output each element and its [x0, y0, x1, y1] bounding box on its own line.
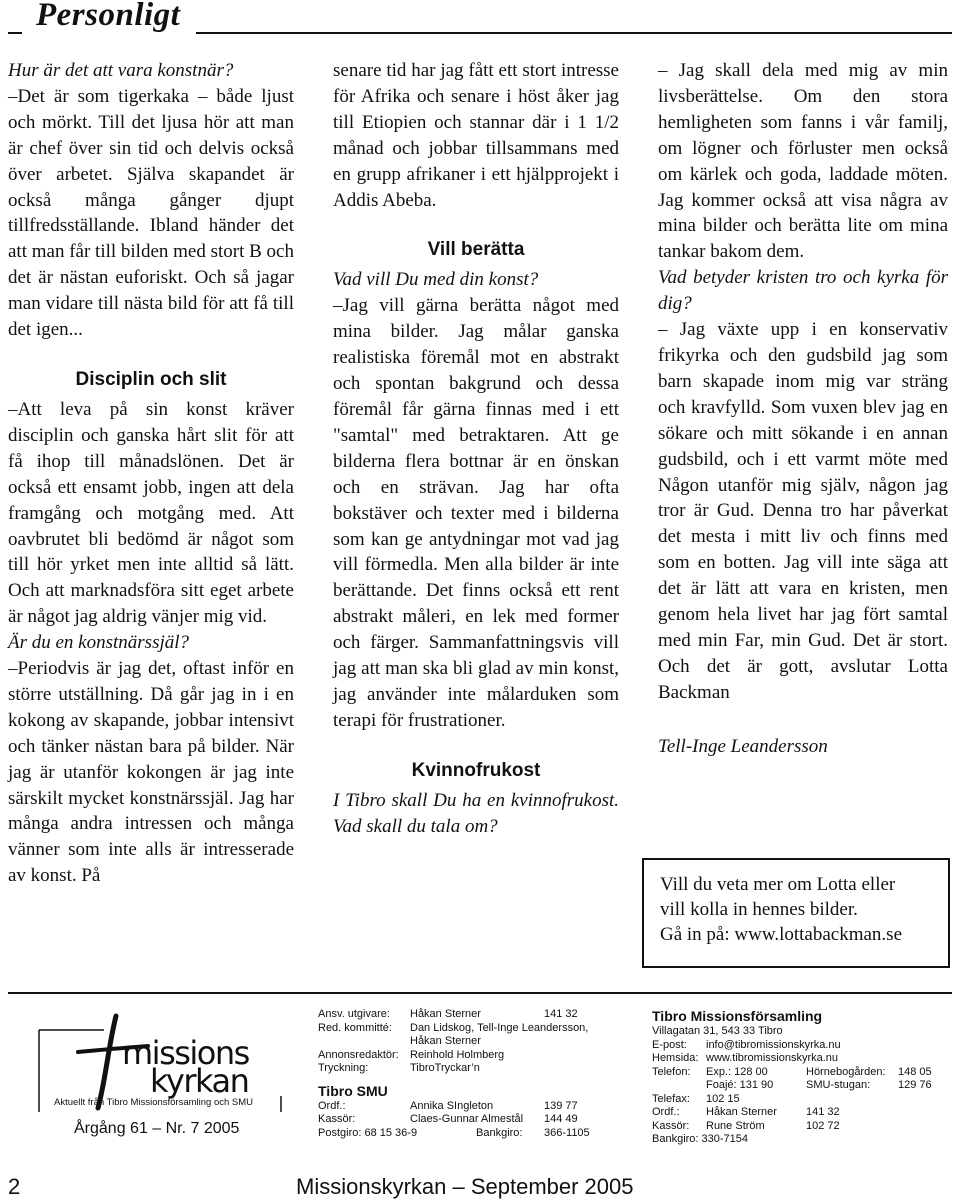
info-cell: Ansv. utgivare:: [318, 1008, 390, 1020]
publisher-info: [318, 1008, 614, 1140]
info-cell: Kassör:: [318, 1113, 356, 1125]
info-cell: 141 32: [544, 1008, 578, 1020]
publisher-rows: [318, 1008, 614, 1076]
answer: –Periodvis är jag det, oftast inför en större utställning. Då går jag in i en kokong av skapande, jobbar intensivt och tänker nästan bara på bilder. När jag är utanför kokongen är jag inte särskilt mycket konstnärssjäl. Jag har många andra intressen och många vänner som inte alls är intresserade av konst. På: [8, 658, 294, 887]
info-cell: TibroTryckar’n: [410, 1062, 480, 1074]
web-link[interactable]: www.tibromissionskyrka.nu: [706, 1052, 839, 1064]
section-title: Personligt: [36, 0, 181, 33]
subheading: Kvinnofrukost: [411, 759, 541, 781]
article-column-3: [658, 58, 948, 760]
info-cell: Tryckning:: [318, 1062, 369, 1074]
chair-row: Ordf.: Håkan Sterner 141 32: [652, 1106, 840, 1118]
phone-row-2: Foajé: 131 90 SMU-stugan: 129 76: [706, 1079, 932, 1091]
subheading: Disciplin och slit: [75, 368, 227, 390]
box-line-link: Gå in på: www.lottabackman.se: [660, 924, 902, 945]
question: Är du en konstnärssjäl?: [8, 632, 190, 654]
logo-text-missions: missions: [122, 1034, 249, 1072]
answer: –Jag vill gärna berätta något med mina bilder. Jag målar ganska realistiska föremål mot en abstrakt och spontan bakgrund och dessa föremål får gärna finnas med i ett "samtal" med betraktaren. Att ge bilderna flera bottnar är en önskan och en strävan. Jag har ofta bokstäver och texter med i bilderna som kan ge antydningar mot vad jag vill förmedla. Men alla bilder är inte berättande. Det finns också ett rent abstrakt måleri, en lek med former och färger. Sammanfattningsvis vill jag att man ska bli glad av min konst, jag använder inte målarduken som terapi för frustrationer.: [333, 295, 619, 731]
section-header: [8, 0, 952, 40]
masthead-rule: [8, 992, 952, 994]
answer: – Jag växte upp i en konservativ frikyrka och den gudsbild jag som barn skapade inom mig var sträng och kravfylld. Som vuxen blev jag en sökare och mitt sökande i en annan gudsbild, och i ett varmt möte med Någon utanför mig själv, någon jag tror är Gud. Denna tro har påverkat det mesta i mitt liv och finns med som en botten. Jag vill inte säga att det är lätt att vara en kristen, men genom hela livet har jag fört samtal med min Far, min Gud. Det är stort. Och det är gott, avslutar Lotta Backman: [658, 319, 948, 703]
info-row: [318, 1100, 614, 1114]
info-cell: Reinhold Holmberg: [410, 1048, 505, 1061]
info-cell: Claes-Gunnar Almestål: [410, 1113, 524, 1125]
phone-row: Telefon: Exp.: 128 00 Hörnebogården: 148 05: [652, 1065, 932, 1078]
logo-text-kyrkan: kyrkan: [150, 1062, 249, 1100]
email-row: E-post: info@tibromissionskyrka.nu: [652, 1038, 841, 1051]
answer: – Jag skall dela med mig av min livsberättelse. Om den stora hemligheten som fanns i vår familj, om lögner och förluster men också om kärlek och goda, laddade möten. Jag kommer också att visa några av mina bilder och berätta lite om mina tankar bakom dem.: [658, 60, 948, 263]
info-cell: Ordf.:: [318, 1099, 346, 1112]
info-row: [318, 1022, 614, 1036]
info-cell: Håkan Sterner: [410, 1008, 481, 1020]
info-box: [642, 858, 950, 968]
treasurer-row: Kassör: Rune Ström 102 72: [652, 1119, 840, 1132]
congregation-info: [652, 1008, 952, 1147]
question: Hur är det att vara konstnär?: [8, 60, 234, 81]
answer: –Det är som tigerkaka – både ljust och mörkt. Till det ljusa hör att man är chef över sin tid och delvis också över arbetet. Själva skapandet är också många gånger djupt tillfredsställande. Ibland händer det att man får till bilden med stort B och det är nästan euforiskt. Och så jagar man vidare till nästa bild för att få till det igen...: [8, 85, 294, 341]
info-cell: Dan Lidskog, Tell-Inge Leandersson,: [410, 1021, 589, 1034]
paragraph: senare tid har jag fått ett stort intresse för Afrika och senare i höst åker jag till Etiopien och stannar där i 1 1/2 månad och jobbar tillsammans med en grupp afrikaner i ett hjälpprojekt i Addis Abeba.: [333, 60, 619, 211]
info-cell: 144 49: [544, 1113, 578, 1125]
info-row: [318, 1008, 614, 1022]
bankgiro-row: Bankgiro: 330-7154: [652, 1133, 749, 1145]
box-line: vill kolla in hennes bilder.: [660, 899, 858, 920]
page-number: 2: [8, 1174, 21, 1199]
info-cell: 139 77: [544, 1099, 578, 1112]
issue-number: Årgång 61 – Nr. 7 2005: [74, 1120, 240, 1137]
info-cell: Annika SIngleton: [410, 1099, 494, 1112]
paragraph: –Att leva på sin konst kräver disciplin och ganska hårt slit för att få ihop till månadslönen. Det är också ett ensamt jobb, ingen att dela framgång och motgång med. Att oavbrutet bli bedömd är något som till hör yrket men inte alltid så lätt. Och att marknadsföra sitt eget arbete är något jag aldrig vänjer mig vid.: [8, 398, 294, 628]
page-footer: [0, 1174, 960, 1201]
question: Vad vill Du med din konst?: [333, 269, 539, 291]
article-column-2: [333, 58, 619, 840]
box-line: Vill du veta mer om Lotta eller: [660, 874, 896, 895]
tagline: Aktuellt från Tibro Missionsförsamling och SMU: [54, 1097, 254, 1108]
info-cell: Annonsredaktör:: [318, 1048, 399, 1061]
web-row: Hemsida: www.tibromissionskyrka.nu: [652, 1052, 839, 1064]
smu-rows: [318, 1100, 614, 1127]
question: Vad betyder kristen tro och kyrka för dig?: [658, 267, 948, 315]
info-cell: Håkan Sterner: [410, 1035, 481, 1047]
info-row: [318, 1035, 614, 1049]
info-row: [318, 1062, 614, 1076]
fax-row: Telefax: 102 15: [652, 1092, 740, 1105]
info-row: [318, 1049, 614, 1063]
info-row: [318, 1113, 614, 1127]
author-signature: Tell-Inge Leandersson: [658, 735, 828, 757]
header-rule: [196, 32, 952, 34]
email-link[interactable]: info@tibromissionskyrka.nu: [706, 1038, 841, 1051]
footer-text: Missionskyrkan – September 2005: [296, 1174, 634, 1199]
address-row: Villagatan 31, 543 33 Tibro: [652, 1025, 783, 1037]
smu-title: Tibro SMU: [318, 1082, 388, 1099]
question: I Tibro skall Du ha en kvinnofrukost. Vad skall du tala om?: [333, 789, 619, 837]
subheading: Vill berätta: [427, 239, 525, 261]
header-dash: [8, 32, 22, 34]
article-column-1: [8, 58, 294, 889]
giro-row: Postgiro: 68 15 36-9 Bankgiro: 366-1105: [318, 1126, 590, 1139]
info-cell: Red. kommitté:: [318, 1021, 392, 1034]
congregation-title: Tibro Missionsförsamling: [652, 1008, 823, 1024]
